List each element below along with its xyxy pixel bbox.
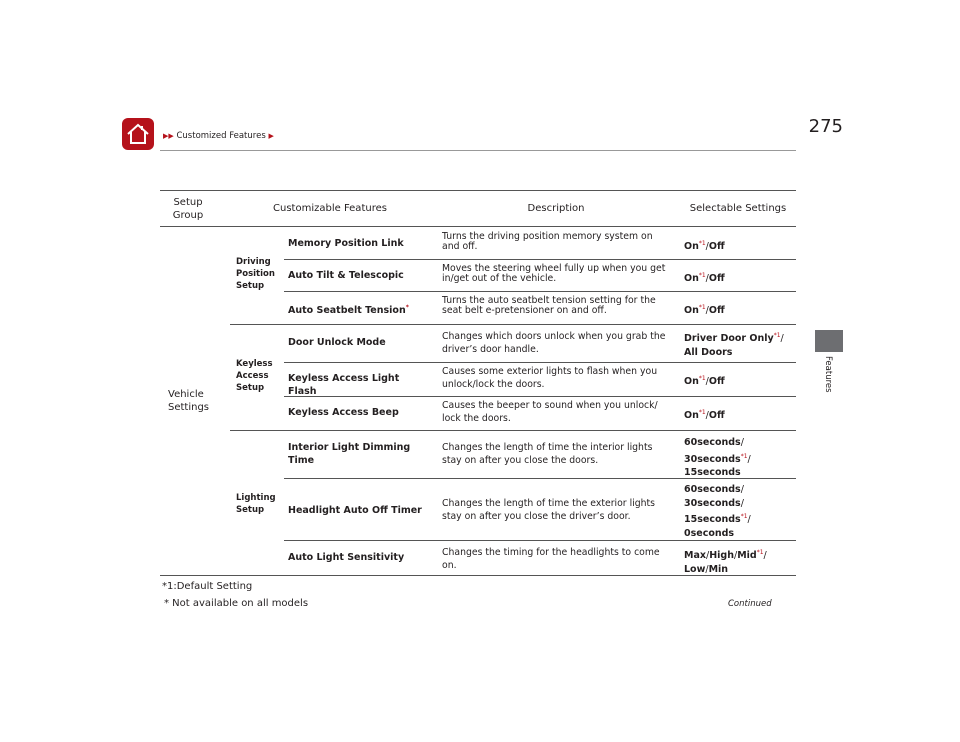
feature-name <box>288 441 428 467</box>
setting-option: / <box>780 333 784 345</box>
feature-label: Auto Light Sensitivity <box>288 552 405 563</box>
section-tab-marker <box>815 330 843 352</box>
setting-option: / <box>706 550 710 562</box>
setting-option: 0seconds <box>684 527 735 539</box>
breadcrumb-arrow-icon: ▶▶ <box>163 132 174 140</box>
default-setting-mark: *1 <box>698 375 706 382</box>
setting-option: 15seconds <box>684 514 741 526</box>
setting-option: On <box>684 376 699 388</box>
default-setting-mark: *1 <box>698 304 706 311</box>
feature-label: Keyless Access Beep <box>288 407 399 418</box>
home-button[interactable] <box>122 118 154 150</box>
setting-option: / <box>747 453 751 465</box>
default-setting-mark: *1 <box>698 409 706 416</box>
setting-option: 30seconds <box>684 497 741 509</box>
default-setting-mark: *1 <box>698 240 706 247</box>
setting-option: Min <box>708 563 729 575</box>
feature-label: Door Unlock Mode <box>288 337 386 348</box>
group-divider <box>230 324 796 325</box>
feature-label: Auto Seatbelt Tension <box>288 305 406 317</box>
setting-option: Off <box>708 410 725 422</box>
setting-option: Low <box>684 563 706 575</box>
header-rule-line <box>160 226 796 227</box>
setting-option: All Doors <box>684 346 733 358</box>
selectable-settings <box>684 436 794 480</box>
default-setting-mark: *1 <box>740 513 748 520</box>
feature-description: Causes some exterior lights to flash when you unlock/lock the doors. <box>442 366 658 390</box>
setting-option: / <box>740 497 744 509</box>
subgroup-label: Driving Position Setup <box>236 257 275 291</box>
setting-option: On <box>684 305 699 317</box>
row-divider <box>284 291 796 292</box>
setting-option: / <box>740 437 744 448</box>
default-setting-note: *1:Default Setting <box>162 581 253 592</box>
setting-option: High <box>709 550 734 562</box>
feature-name <box>288 551 428 564</box>
setting-option: / <box>705 563 709 575</box>
breadcrumb[interactable] <box>163 131 274 141</box>
column-header-features: Customizable Features <box>273 203 387 214</box>
section-tab-label: Features <box>823 356 833 393</box>
default-setting-mark: *1 <box>773 332 781 339</box>
subgroup-label: Lighting Setup <box>236 493 276 515</box>
selectable-settings <box>684 237 794 254</box>
feature-name <box>288 504 428 517</box>
feature-name <box>288 372 428 398</box>
breadcrumb-label: Customized Features <box>176 131 266 141</box>
setting-option: On <box>684 273 699 285</box>
feature-name <box>288 237 428 250</box>
subgroup-label: Keyless Access Setup <box>236 359 273 393</box>
feature-description: Turns the auto seatbelt tension setting for the seat belt e-pretensioner on and off. <box>442 295 656 316</box>
selectable-settings <box>684 372 794 389</box>
setting-option: 15seconds <box>684 467 741 479</box>
default-setting-mark: *1 <box>698 272 706 279</box>
group-divider <box>230 430 796 431</box>
default-setting-mark: *1 <box>740 452 748 460</box>
setting-option: 60seconds <box>684 437 741 448</box>
availability-note: * Not available on all models <box>164 598 309 609</box>
home-icon <box>122 118 154 150</box>
column-header-settings: Selectable Settings <box>689 203 787 214</box>
selectable-settings <box>684 269 794 286</box>
availability-mark: * <box>405 304 409 311</box>
feature-description: Moves the steering wheel fully up when you get in/get out of the vehicle. <box>442 263 666 284</box>
selectable-settings <box>684 301 794 318</box>
default-setting-mark: *1 <box>756 549 764 556</box>
setting-option: 60seconds <box>684 484 741 495</box>
selectable-settings <box>684 329 794 359</box>
selectable-settings <box>684 406 794 423</box>
feature-label: Auto Tilt & Telescopic <box>288 270 404 281</box>
setting-option: / <box>705 410 709 422</box>
setting-option: / <box>705 376 709 388</box>
section-tab[interactable] <box>815 356 843 416</box>
feature-name <box>288 269 428 282</box>
setting-option: / <box>705 241 709 253</box>
setting-option: 30seconds <box>684 453 741 465</box>
feature-label: Keyless Access Light Flash <box>288 373 400 397</box>
feature-name <box>288 301 428 317</box>
feature-description: Changes the length of time the exterior lights stay on after you close the driver’s door. <box>442 498 656 522</box>
feature-label: Headlight Auto Off Timer <box>288 505 422 516</box>
feature-description: Changes which doors unlock when you grab the driver’s door handle. <box>442 331 666 355</box>
feature-description: Causes the beeper to sound when you unlock/ lock the doors. <box>442 400 658 424</box>
setting-option: Off <box>708 273 725 285</box>
continued-label: Continued <box>728 599 772 609</box>
table-top-rule <box>160 190 796 191</box>
breadcrumb-arrow-icon: ▶ <box>268 132 274 140</box>
setting-option: / <box>747 514 751 526</box>
row-divider <box>284 259 796 260</box>
selectable-settings <box>684 483 794 540</box>
feature-description: Changes the timing for the headlights to come on. <box>442 547 660 571</box>
setting-option: Mid <box>737 550 757 562</box>
setting-option: Off <box>708 241 725 253</box>
setting-option: On <box>684 241 699 253</box>
setting-option: On <box>684 410 699 422</box>
setting-option: Off <box>708 376 725 388</box>
setting-option: Off <box>708 305 725 317</box>
setting-option: / <box>733 550 738 562</box>
feature-label: Interior Light Dimming Time <box>288 442 411 466</box>
header-rule <box>160 150 796 151</box>
row-divider <box>284 362 796 363</box>
feature-description: Changes the length of time the interior lights stay on after you close the doors. <box>442 442 653 466</box>
column-header-setup-group: Setup Group <box>172 197 204 221</box>
setup-group-label: Vehicle Settings <box>168 389 210 413</box>
setting-option: Driver Door Only <box>684 333 774 345</box>
setting-option: / <box>705 273 709 285</box>
column-header-description: Description <box>527 203 585 214</box>
feature-label: Memory Position Link <box>288 238 404 249</box>
feature-description: Turns the driving position memory system on and off. <box>442 231 653 252</box>
feature-name <box>288 406 428 419</box>
setting-option: / <box>740 484 744 495</box>
setting-option: Max <box>684 550 706 562</box>
selectable-settings <box>684 546 794 576</box>
setting-option: / <box>705 305 709 317</box>
page-number: 275 <box>808 116 843 137</box>
setting-option: / <box>763 550 767 562</box>
feature-name <box>288 336 428 349</box>
